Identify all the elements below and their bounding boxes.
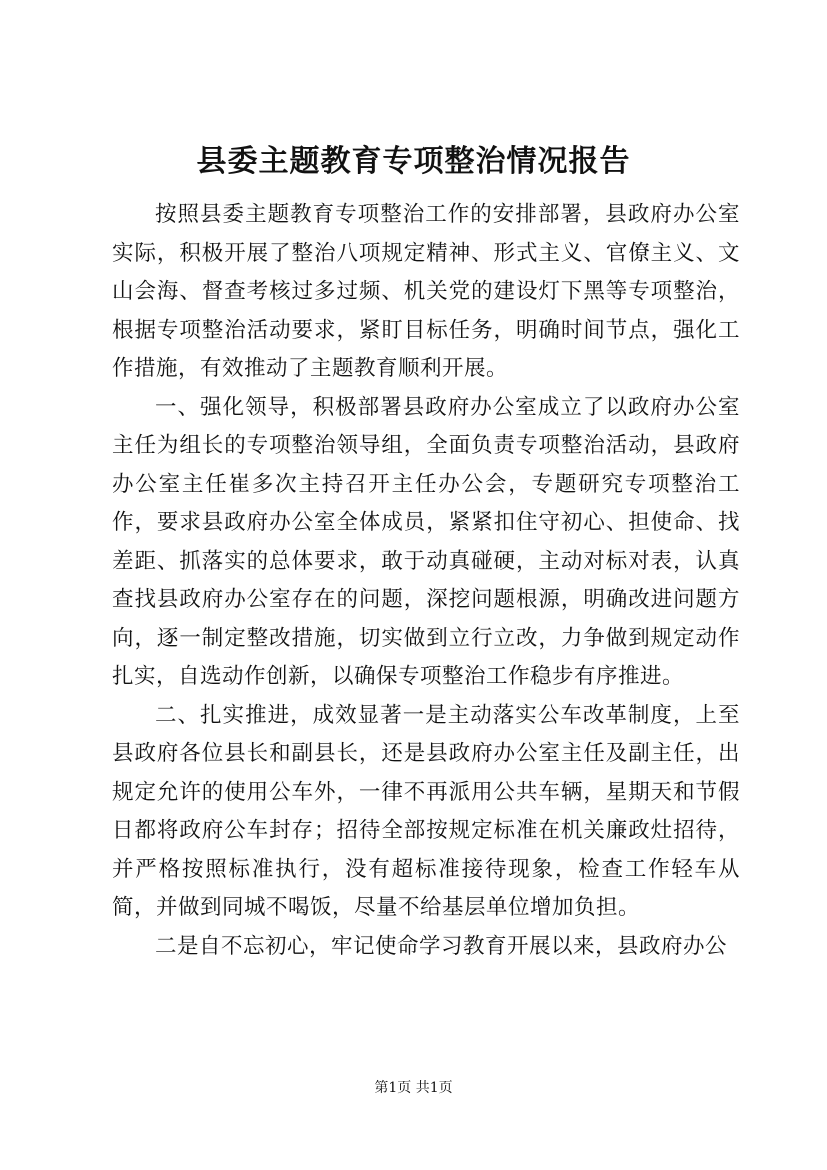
document-body: [112, 196, 740, 966]
paragraph-leadership: 一、强化领导，积极部署县政府办公室成立了以政府办公室主任为组长的专项整治领导组，全面负责专项整治活动，县政府办公室主任崔多次主持召开主任办公会，专题研究专项整治工作，要求县政府办公室全体成员，紧紧扣住守初心、担使命、找差距、抓落实的总体要求，敢于动真碰硬，主动对标对表，认真查找县政府办公室存在的问题，深挖问题根源，明确改进问题方向，逐一制定整改措施，切实做到立行立改，力争做到规定动作扎实，自选动作创新，以确保专项整治工作稳步有序推进。: [112, 394, 740, 689]
document-title: 县委主题教育专项整治情况报告: [196, 144, 631, 179]
paragraph-progress: 二、扎实推进，成效显著一是主动落实公车改革制度，上至县政府各位县长和副县长，还是县政府办公室主任及副主任，出规定允许的使用公车外，一律不再派用公共车辆，星期天和节假日都将政府公车封存；招待全部按规定标准在机关廉政灶招待，并严格按照标准执行，没有超标准接待现象，检查工作轻车从简，并做到同城不喝饭，尽量不给基层单位增加负担。: [112, 702, 740, 920]
paragraph-intro: 按照县委主题教育专项整治工作的安排部署，县政府办公室实际，积极开展了整治八项规定精神、形式主义、官僚主义、文山会海、督查考核过多过频、机关党的建设灯下黑等专项整治，根据专项整治活动要求，紧盯目标任务，明确时间节点，强化工作措施，有效推动了主题教育顺利开展。: [112, 202, 740, 381]
page-footer: 第1页 共1页: [374, 1080, 453, 1096]
paragraph-second-point: 二是自不忘初心，牢记使命学习教育开展以来，县政府办公: [155, 933, 728, 959]
